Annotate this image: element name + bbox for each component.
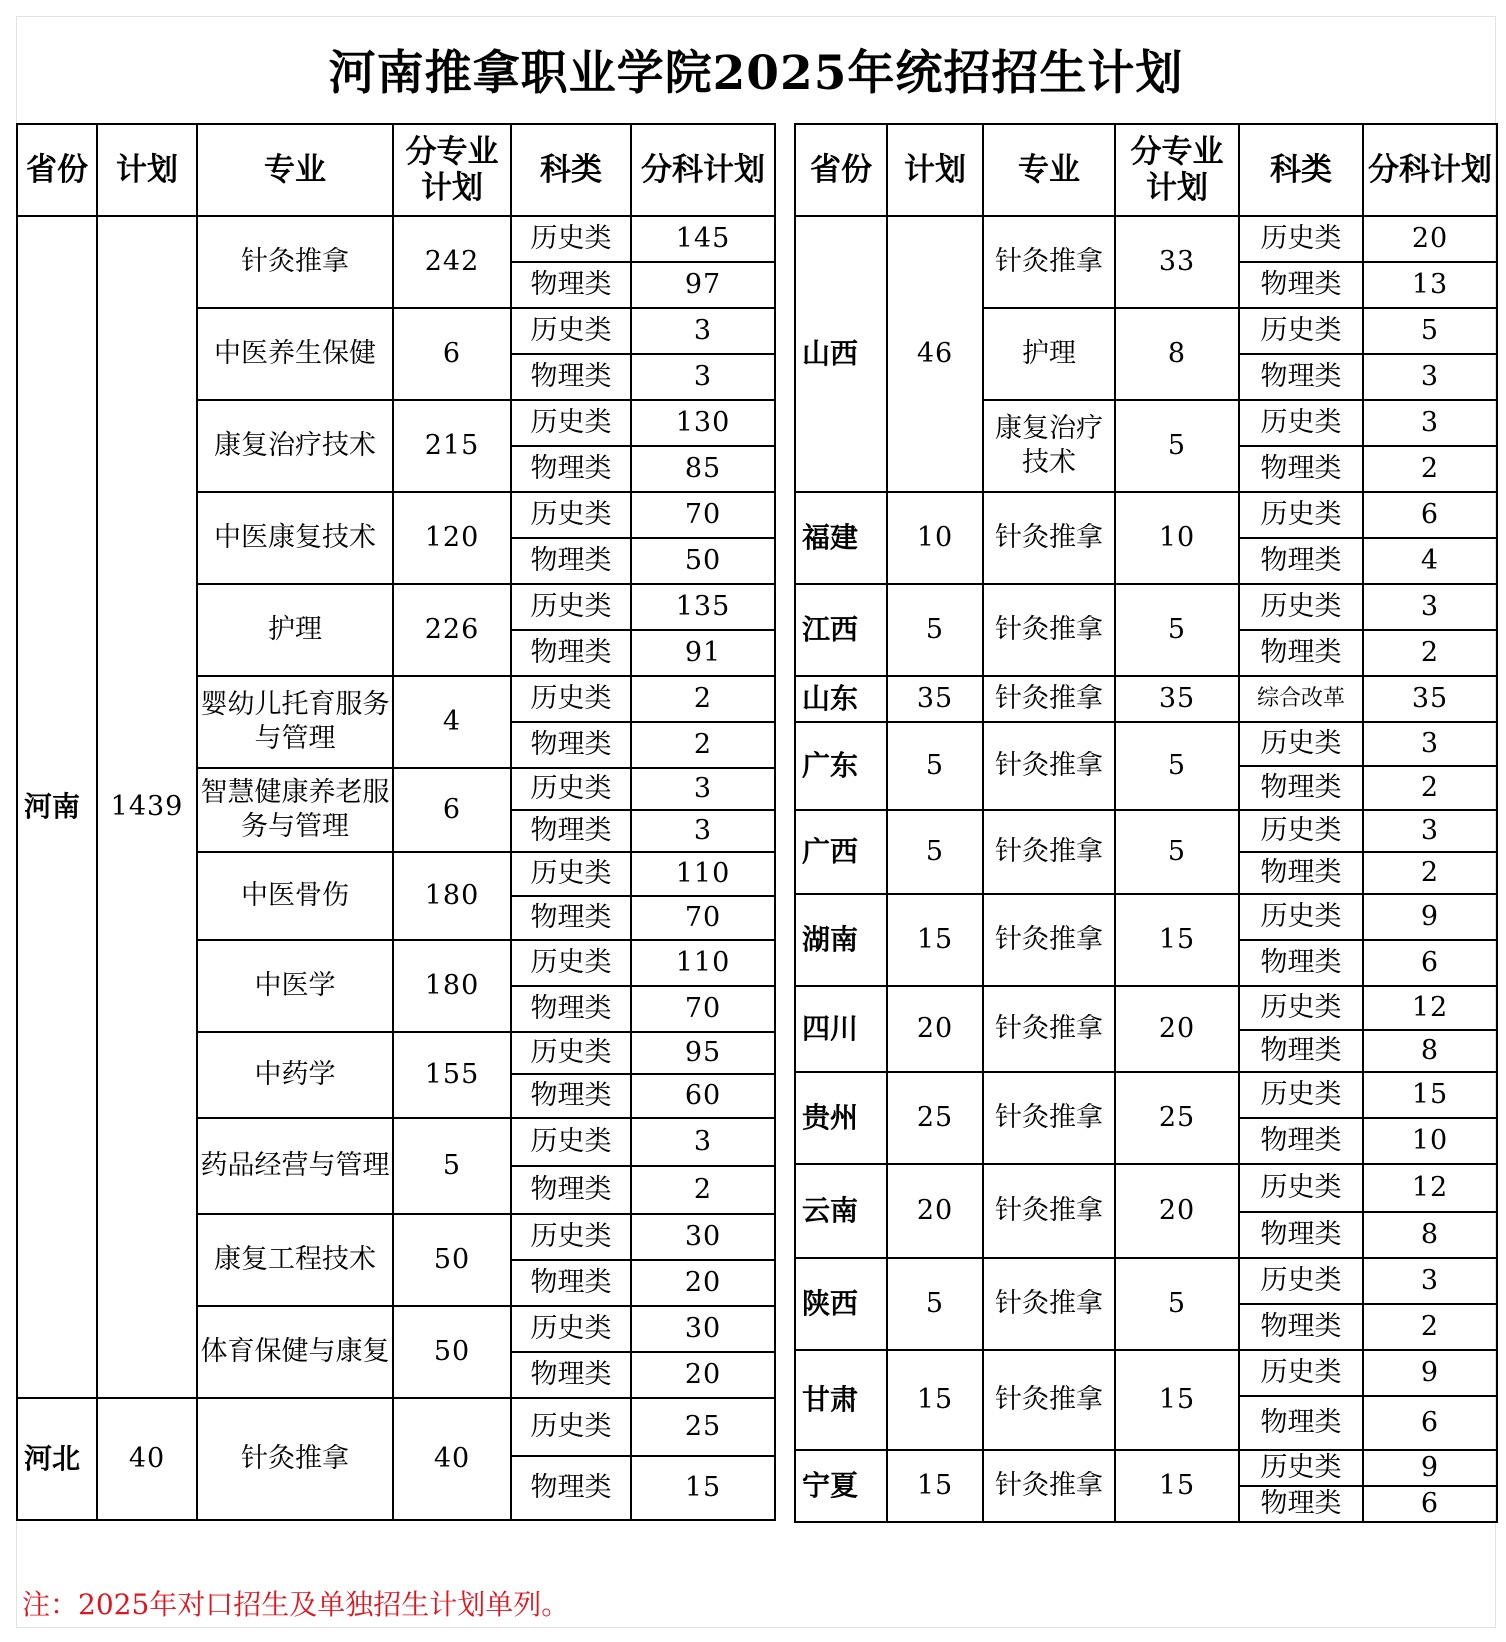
category-plan-cell: 13	[1363, 262, 1497, 308]
category-plan-cell: 8	[1363, 1212, 1497, 1258]
major-plan-cell: 5	[393, 1118, 511, 1214]
category-plan-cell: 6	[1363, 940, 1497, 986]
category-cell: 历史类	[511, 1214, 631, 1260]
category-cell: 历史类	[1239, 722, 1363, 766]
major-plan-cell: 6	[393, 308, 511, 400]
province-cell: 湖南	[795, 894, 887, 986]
category-cell: 历史类	[1239, 986, 1363, 1030]
category-cell: 物理类	[511, 538, 631, 584]
category-plan-cell: 30	[631, 1306, 775, 1352]
province-cell: 山东	[795, 676, 887, 722]
category-cell: 历史类	[511, 676, 631, 722]
category-plan-cell: 95	[631, 1032, 775, 1074]
category-plan-cell: 70	[631, 492, 775, 538]
province-cell: 四川	[795, 986, 887, 1072]
category-cell: 物理类	[511, 354, 631, 400]
category-cell: 物理类	[1239, 1212, 1363, 1258]
category-plan-cell: 20	[631, 1260, 775, 1306]
major-cell: 针灸推拿	[197, 216, 393, 308]
category-cell: 历史类	[1239, 894, 1363, 940]
province-plan-cell: 5	[887, 1258, 983, 1350]
category-plan-cell: 35	[1363, 676, 1497, 722]
major-plan-cell: 50	[393, 1214, 511, 1306]
header-category: 科类	[1239, 124, 1363, 216]
category-cell: 物理类	[1239, 940, 1363, 986]
category-cell: 物理类	[1239, 766, 1363, 810]
header-category-plan: 分科计划	[631, 124, 775, 216]
major-plan-cell: 180	[393, 852, 511, 940]
category-cell: 历史类	[511, 1032, 631, 1074]
category-plan-cell: 2	[1363, 446, 1497, 492]
province-plan-cell: 20	[887, 986, 983, 1072]
major-cell: 康复治疗技术	[197, 400, 393, 492]
major-cell: 针灸推拿	[983, 986, 1115, 1072]
major-plan-cell: 5	[1115, 584, 1239, 676]
category-plan-cell: 10	[1363, 1118, 1497, 1164]
category-plan-cell: 9	[1363, 1450, 1497, 1486]
province-cell: 江西	[795, 584, 887, 676]
category-plan-cell: 20	[1363, 216, 1497, 262]
category-cell: 历史类	[1239, 810, 1363, 852]
major-cell: 中医学	[197, 940, 393, 1032]
category-plan-cell: 110	[631, 852, 775, 896]
major-cell: 体育保健与康复	[197, 1306, 393, 1398]
category-plan-cell: 2	[1363, 852, 1497, 894]
major-cell: 针灸推拿	[983, 894, 1115, 986]
category-plan-cell: 60	[631, 1074, 775, 1118]
category-plan-cell: 130	[631, 400, 775, 446]
province-plan-cell: 20	[887, 1164, 983, 1258]
major-plan-cell: 5	[1115, 810, 1239, 894]
major-cell: 针灸推拿	[983, 810, 1115, 894]
header-plan: 计划	[97, 124, 197, 216]
category-plan-cell: 25	[631, 1398, 775, 1456]
category-plan-cell: 2	[1363, 766, 1497, 810]
major-cell: 康复工程技术	[197, 1214, 393, 1306]
major-plan-cell: 6	[393, 768, 511, 852]
province-plan-cell: 10	[887, 492, 983, 584]
category-cell: 历史类	[1239, 1072, 1363, 1118]
major-plan-cell: 8	[1115, 308, 1239, 400]
category-cell: 物理类	[511, 986, 631, 1032]
header-major-plan: 分专业计划	[393, 124, 511, 216]
province-cell: 山西	[795, 216, 887, 492]
major-plan-cell: 33	[1115, 216, 1239, 308]
category-plan-cell: 50	[631, 538, 775, 584]
header-major: 专业	[983, 124, 1115, 216]
category-cell: 物理类	[1239, 852, 1363, 894]
category-cell: 历史类	[1239, 216, 1363, 262]
category-cell: 物理类	[511, 1166, 631, 1214]
category-plan-cell: 20	[631, 1352, 775, 1398]
category-plan-cell: 2	[1363, 630, 1497, 676]
header-category-plan: 分科计划	[1363, 124, 1497, 216]
major-plan-cell: 40	[393, 1398, 511, 1520]
major-plan-cell: 20	[1115, 986, 1239, 1072]
category-plan-cell: 3	[1363, 722, 1497, 766]
table-row	[795, 1164, 1497, 1212]
major-cell: 中医养生保健	[197, 308, 393, 400]
major-plan-cell: 5	[1115, 400, 1239, 492]
major-plan-cell: 226	[393, 584, 511, 676]
category-cell: 物理类	[511, 810, 631, 852]
table-row	[795, 1258, 1497, 1304]
major-plan-cell: 180	[393, 940, 511, 1032]
category-cell: 历史类	[1239, 400, 1363, 446]
province-plan-cell: 46	[887, 216, 983, 492]
major-cell: 针灸推拿	[983, 216, 1115, 308]
table-row	[795, 492, 1497, 538]
category-plan-cell: 2	[631, 1166, 775, 1214]
province-cell: 河北	[17, 1398, 97, 1520]
header-province: 省份	[795, 124, 887, 216]
category-plan-cell: 2	[1363, 1304, 1497, 1350]
category-cell: 历史类	[511, 400, 631, 446]
category-cell: 历史类	[511, 852, 631, 896]
category-plan-cell: 12	[1363, 1164, 1497, 1212]
category-plan-cell: 3	[631, 810, 775, 852]
province-cell: 甘肃	[795, 1350, 887, 1450]
major-cell: 针灸推拿	[983, 722, 1115, 810]
left-plan-table	[16, 123, 776, 1521]
category-cell: 物理类	[511, 1074, 631, 1118]
category-plan-cell: 5	[1363, 308, 1497, 354]
province-cell: 陕西	[795, 1258, 887, 1350]
category-cell: 物理类	[1239, 262, 1363, 308]
category-cell: 综合改革	[1239, 676, 1363, 722]
header-plan: 计划	[887, 124, 983, 216]
category-plan-cell: 145	[631, 216, 775, 262]
footnote: 注：2025年对口招生及单独招生计划单列。	[22, 1588, 570, 1621]
table-row	[795, 584, 1497, 630]
major-cell: 针灸推拿	[197, 1398, 393, 1520]
major-plan-cell: 10	[1115, 492, 1239, 584]
category-plan-cell: 91	[631, 630, 775, 676]
major-plan-cell: 15	[1115, 894, 1239, 986]
left-table-body	[17, 216, 775, 1520]
province-plan-cell: 15	[887, 1450, 983, 1522]
category-plan-cell: 110	[631, 940, 775, 986]
category-cell: 历史类	[511, 768, 631, 810]
right-plan-table	[794, 123, 1498, 1523]
major-plan-cell: 50	[393, 1306, 511, 1398]
category-plan-cell: 8	[1363, 1030, 1497, 1072]
category-cell: 物理类	[511, 262, 631, 308]
category-plan-cell: 12	[1363, 986, 1497, 1030]
table-row	[17, 1398, 775, 1456]
category-cell: 物理类	[1239, 1486, 1363, 1522]
category-plan-cell: 3	[1363, 584, 1497, 630]
category-plan-cell: 4	[1363, 538, 1497, 584]
category-cell: 历史类	[1239, 492, 1363, 538]
major-plan-cell: 242	[393, 216, 511, 308]
category-cell: 历史类	[511, 940, 631, 986]
category-plan-cell: 70	[631, 896, 775, 940]
category-cell: 物理类	[511, 630, 631, 676]
category-cell: 历史类	[511, 492, 631, 538]
category-plan-cell: 3	[631, 308, 775, 354]
category-plan-cell: 2	[631, 676, 775, 722]
category-cell: 物理类	[1239, 1304, 1363, 1350]
category-plan-cell: 6	[1363, 1486, 1497, 1522]
category-cell: 历史类	[511, 1398, 631, 1456]
province-plan-cell: 1439	[97, 216, 197, 1398]
major-cell: 中医康复技术	[197, 492, 393, 584]
category-plan-cell: 9	[1363, 1350, 1497, 1396]
major-plan-cell: 15	[1115, 1350, 1239, 1450]
category-cell: 物理类	[511, 446, 631, 492]
major-plan-cell: 4	[393, 676, 511, 768]
right-table-body	[795, 216, 1497, 1522]
table-row	[795, 1450, 1497, 1486]
category-cell: 历史类	[1239, 584, 1363, 630]
category-cell: 物理类	[1239, 1118, 1363, 1164]
province-cell: 广东	[795, 722, 887, 810]
category-plan-cell: 85	[631, 446, 775, 492]
major-cell: 康复治疗技术	[983, 400, 1115, 492]
category-cell: 历史类	[1239, 1350, 1363, 1396]
province-cell: 广西	[795, 810, 887, 894]
province-plan-cell: 5	[887, 584, 983, 676]
category-cell: 历史类	[1239, 1450, 1363, 1486]
province-cell: 河南	[17, 216, 97, 1398]
category-cell: 历史类	[511, 584, 631, 630]
table-row	[795, 986, 1497, 1030]
province-plan-cell: 40	[97, 1398, 197, 1520]
major-cell: 针灸推拿	[983, 1258, 1115, 1350]
major-cell: 护理	[983, 308, 1115, 400]
category-cell: 物理类	[511, 896, 631, 940]
header-major: 专业	[197, 124, 393, 216]
category-cell: 物理类	[1239, 1030, 1363, 1072]
header-major-plan: 分专业计划	[1115, 124, 1239, 216]
province-cell: 福建	[795, 492, 887, 584]
category-cell: 历史类	[1239, 1164, 1363, 1212]
category-plan-cell: 3	[1363, 400, 1497, 446]
category-plan-cell: 70	[631, 986, 775, 1032]
table-row	[17, 216, 775, 262]
table-row	[795, 810, 1497, 852]
category-cell: 历史类	[1239, 1258, 1363, 1304]
category-plan-cell: 2	[631, 722, 775, 768]
major-cell: 针灸推拿	[983, 1450, 1115, 1522]
header-province: 省份	[17, 124, 97, 216]
category-plan-cell: 6	[1363, 1396, 1497, 1450]
province-plan-cell: 5	[887, 722, 983, 810]
major-cell: 药品经营与管理	[197, 1118, 393, 1214]
category-cell: 物理类	[1239, 354, 1363, 400]
category-cell: 物理类	[1239, 538, 1363, 584]
major-cell: 针灸推拿	[983, 1164, 1115, 1258]
table-row	[795, 722, 1497, 766]
major-cell: 针灸推拿	[983, 584, 1115, 676]
province-cell: 贵州	[795, 1072, 887, 1164]
category-cell: 物理类	[511, 1352, 631, 1398]
category-cell: 物理类	[511, 722, 631, 768]
category-plan-cell: 3	[631, 768, 775, 810]
major-cell: 针灸推拿	[983, 1350, 1115, 1450]
major-plan-cell: 215	[393, 400, 511, 492]
header-category: 科类	[511, 124, 631, 216]
category-plan-cell: 97	[631, 262, 775, 308]
page-title: 河南推拿职业学院2025年统招招生计划	[328, 46, 1184, 101]
table-row	[795, 1072, 1497, 1118]
category-plan-cell: 30	[631, 1214, 775, 1260]
major-plan-cell: 155	[393, 1032, 511, 1118]
category-plan-cell: 15	[631, 1456, 775, 1520]
major-cell: 中医骨伤	[197, 852, 393, 940]
table-row	[795, 1350, 1497, 1396]
major-plan-cell: 5	[1115, 722, 1239, 810]
category-plan-cell: 3	[1363, 1258, 1497, 1304]
category-cell: 历史类	[511, 1118, 631, 1166]
table-row	[795, 894, 1497, 940]
category-cell: 物理类	[511, 1260, 631, 1306]
category-plan-cell: 6	[1363, 492, 1497, 538]
major-plan-cell: 5	[1115, 1258, 1239, 1350]
category-cell: 历史类	[1239, 308, 1363, 354]
major-plan-cell: 20	[1115, 1164, 1239, 1258]
province-cell: 宁夏	[795, 1450, 887, 1522]
province-cell: 云南	[795, 1164, 887, 1258]
category-plan-cell: 9	[1363, 894, 1497, 940]
province-plan-cell: 25	[887, 1072, 983, 1164]
province-plan-cell: 15	[887, 1350, 983, 1450]
category-plan-cell: 3	[1363, 354, 1497, 400]
category-cell: 历史类	[511, 1306, 631, 1352]
province-plan-cell: 15	[887, 894, 983, 986]
major-cell: 护理	[197, 584, 393, 676]
province-plan-cell: 5	[887, 810, 983, 894]
major-plan-cell: 35	[1115, 676, 1239, 722]
major-cell: 智慧健康养老服务与管理	[197, 768, 393, 852]
category-cell: 历史类	[511, 308, 631, 354]
category-cell: 物理类	[1239, 630, 1363, 676]
major-cell: 针灸推拿	[983, 492, 1115, 584]
category-plan-cell: 135	[631, 584, 775, 630]
category-plan-cell: 3	[631, 354, 775, 400]
major-plan-cell: 25	[1115, 1072, 1239, 1164]
category-cell: 物理类	[1239, 1396, 1363, 1450]
major-cell: 针灸推拿	[983, 676, 1115, 722]
major-cell: 针灸推拿	[983, 1072, 1115, 1164]
major-cell: 婴幼儿托育服务与管理	[197, 676, 393, 768]
province-plan-cell: 35	[887, 676, 983, 722]
category-plan-cell: 3	[1363, 810, 1497, 852]
category-plan-cell: 15	[1363, 1072, 1497, 1118]
category-cell: 物理类	[1239, 446, 1363, 492]
table-row	[795, 676, 1497, 722]
table-row	[795, 216, 1497, 262]
category-cell: 历史类	[511, 216, 631, 262]
major-plan-cell: 15	[1115, 1450, 1239, 1522]
major-cell: 中药学	[197, 1032, 393, 1118]
category-cell: 物理类	[511, 1456, 631, 1520]
major-plan-cell: 120	[393, 492, 511, 584]
category-plan-cell: 3	[631, 1118, 775, 1166]
